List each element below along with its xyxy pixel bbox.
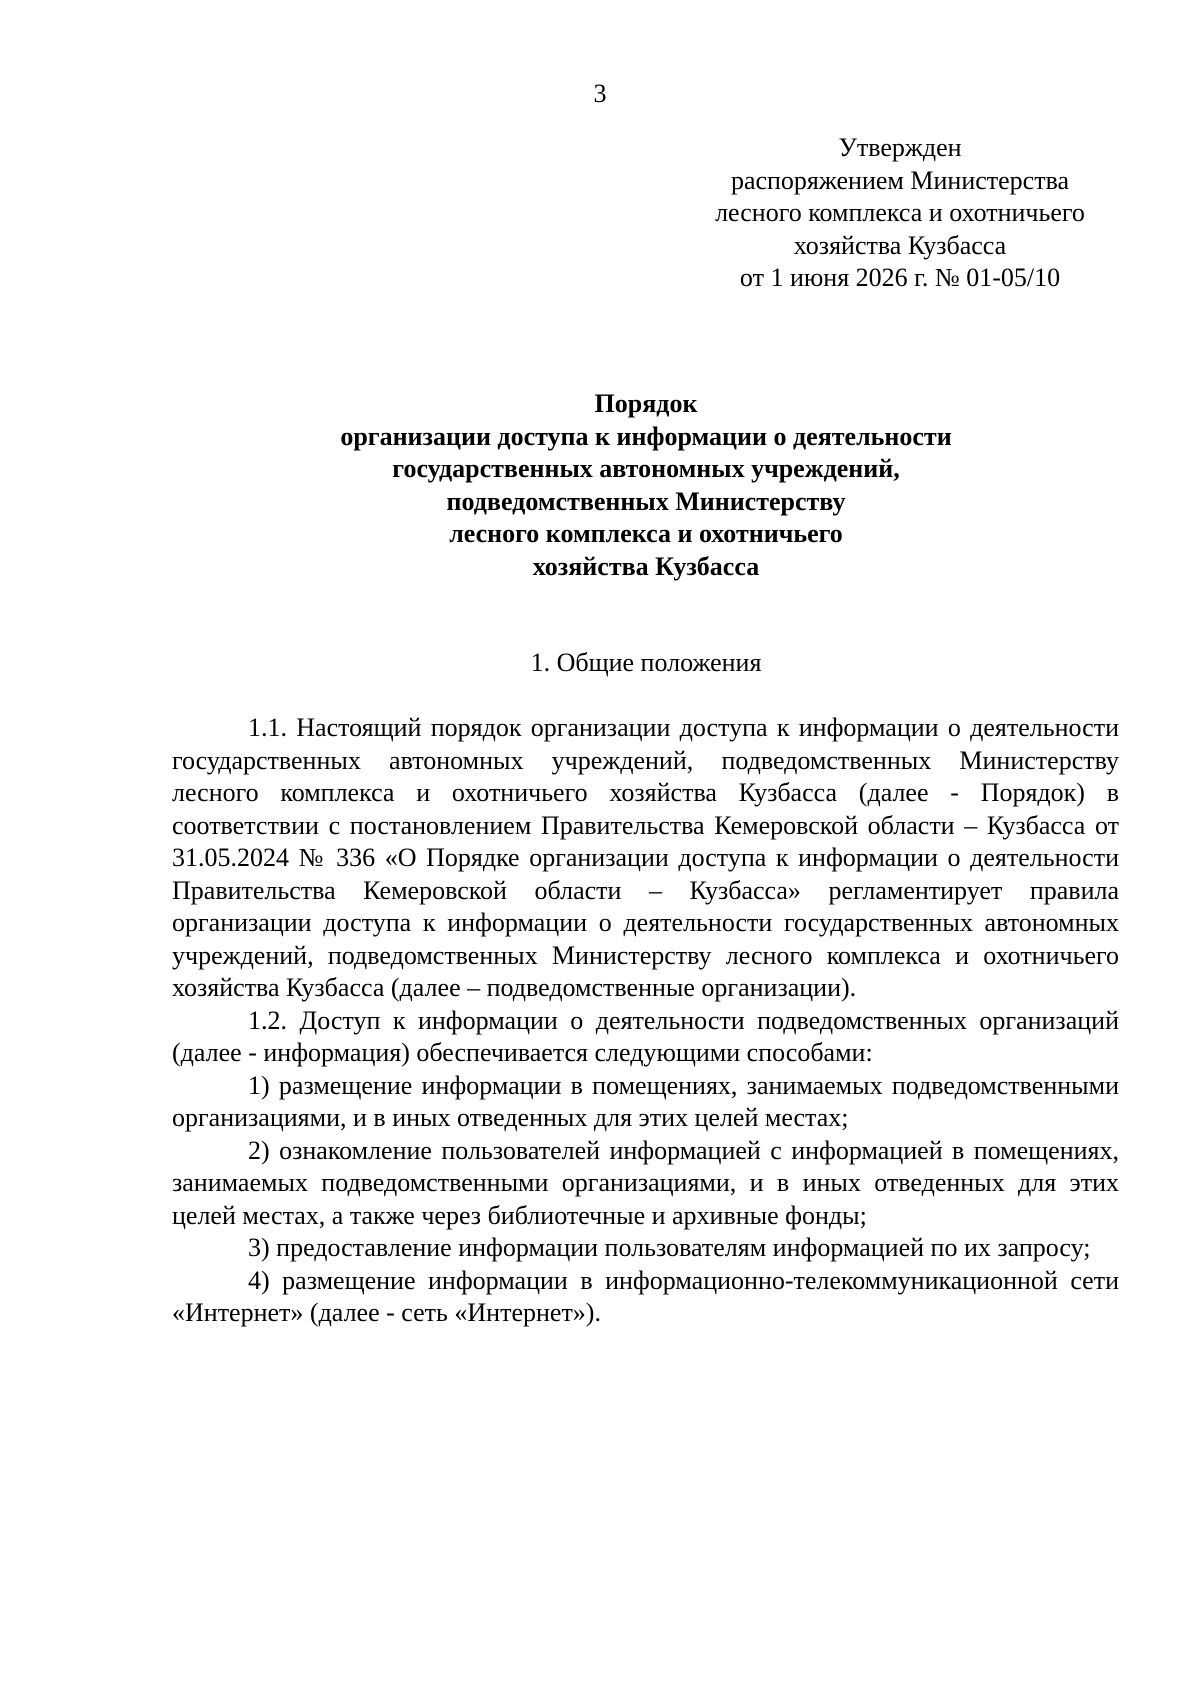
paragraph-1-2: 1.2. Доступ к информации о деятельности подведомственных организаций (далее - информация) обеспечивается следующими способами:	[172, 1005, 1119, 1067]
title-line: Порядок	[594, 389, 698, 418]
approval-line: распоряжением Министерства	[730, 165, 1070, 195]
list-item-2: 2) ознакомление пользователей информацией с информацией в помещениях, занимаемых подведомственными организациями, и в иных отведенных для этих целей местах, а также через библиотечные и архивные фонды;	[172, 1135, 1119, 1230]
approval-line: лесного комплекса и охотничьего	[715, 198, 1085, 227]
approval-line: Утвержден	[838, 133, 962, 162]
section-heading: 1. Общие положения	[530, 648, 762, 677]
approval-stamp-block	[650, 132, 1150, 295]
title-line: государственных автономных учреждений,	[392, 454, 900, 483]
list-item-3: 3) предоставление информации пользователям информацией по их запросу;	[248, 1233, 1091, 1262]
list-item-1: 1) размещение информации в помещениях, занимаемых подведомственными организациями, и в иных отведенных для этих целей местах;	[172, 1070, 1119, 1132]
document-body	[172, 712, 1119, 1330]
title-line: хозяйства Кузбасса	[532, 551, 760, 581]
title-line: лесного комплекса и охотничьего	[449, 519, 843, 548]
list-item-4: 4) размещение информации в информационно-телекоммуникационной сети «Интернет» (далее - сеть «Интернет»).	[172, 1265, 1119, 1327]
paragraph-1-1: 1.1. Настоящий порядок организации доступа к информации о деятельности государственных автономных учреждений, подведомственных Министерству лесного комплекса и охотничьего хозяйства Кузбасса (далее - Порядок) в соответствии с постановлением Правительства Кемеровской области – Кузбасса от 31.05.2024 № 336 «О Порядке организации доступа к информации о деятельности Правительства Кемеровской области – Кузбасса» регламентирует правила организации доступа к информации о деятельности государственных автономных учреждений, подведомственных Министерству лесного комплекса и охотничьего хозяйства Кузбасса (далее – подведомственные организации).	[172, 713, 1119, 1002]
approval-line: хозяйства Кузбасса	[793, 230, 1007, 260]
page-number: 3	[593, 79, 607, 108]
title-line: подведомственных Министерству	[446, 486, 846, 516]
approval-line: от 1 июня 2026 г. № 01-05/10	[739, 263, 1061, 292]
title-line: организации доступа к информации о деятельности	[340, 421, 952, 451]
document-title	[160, 388, 1132, 583]
